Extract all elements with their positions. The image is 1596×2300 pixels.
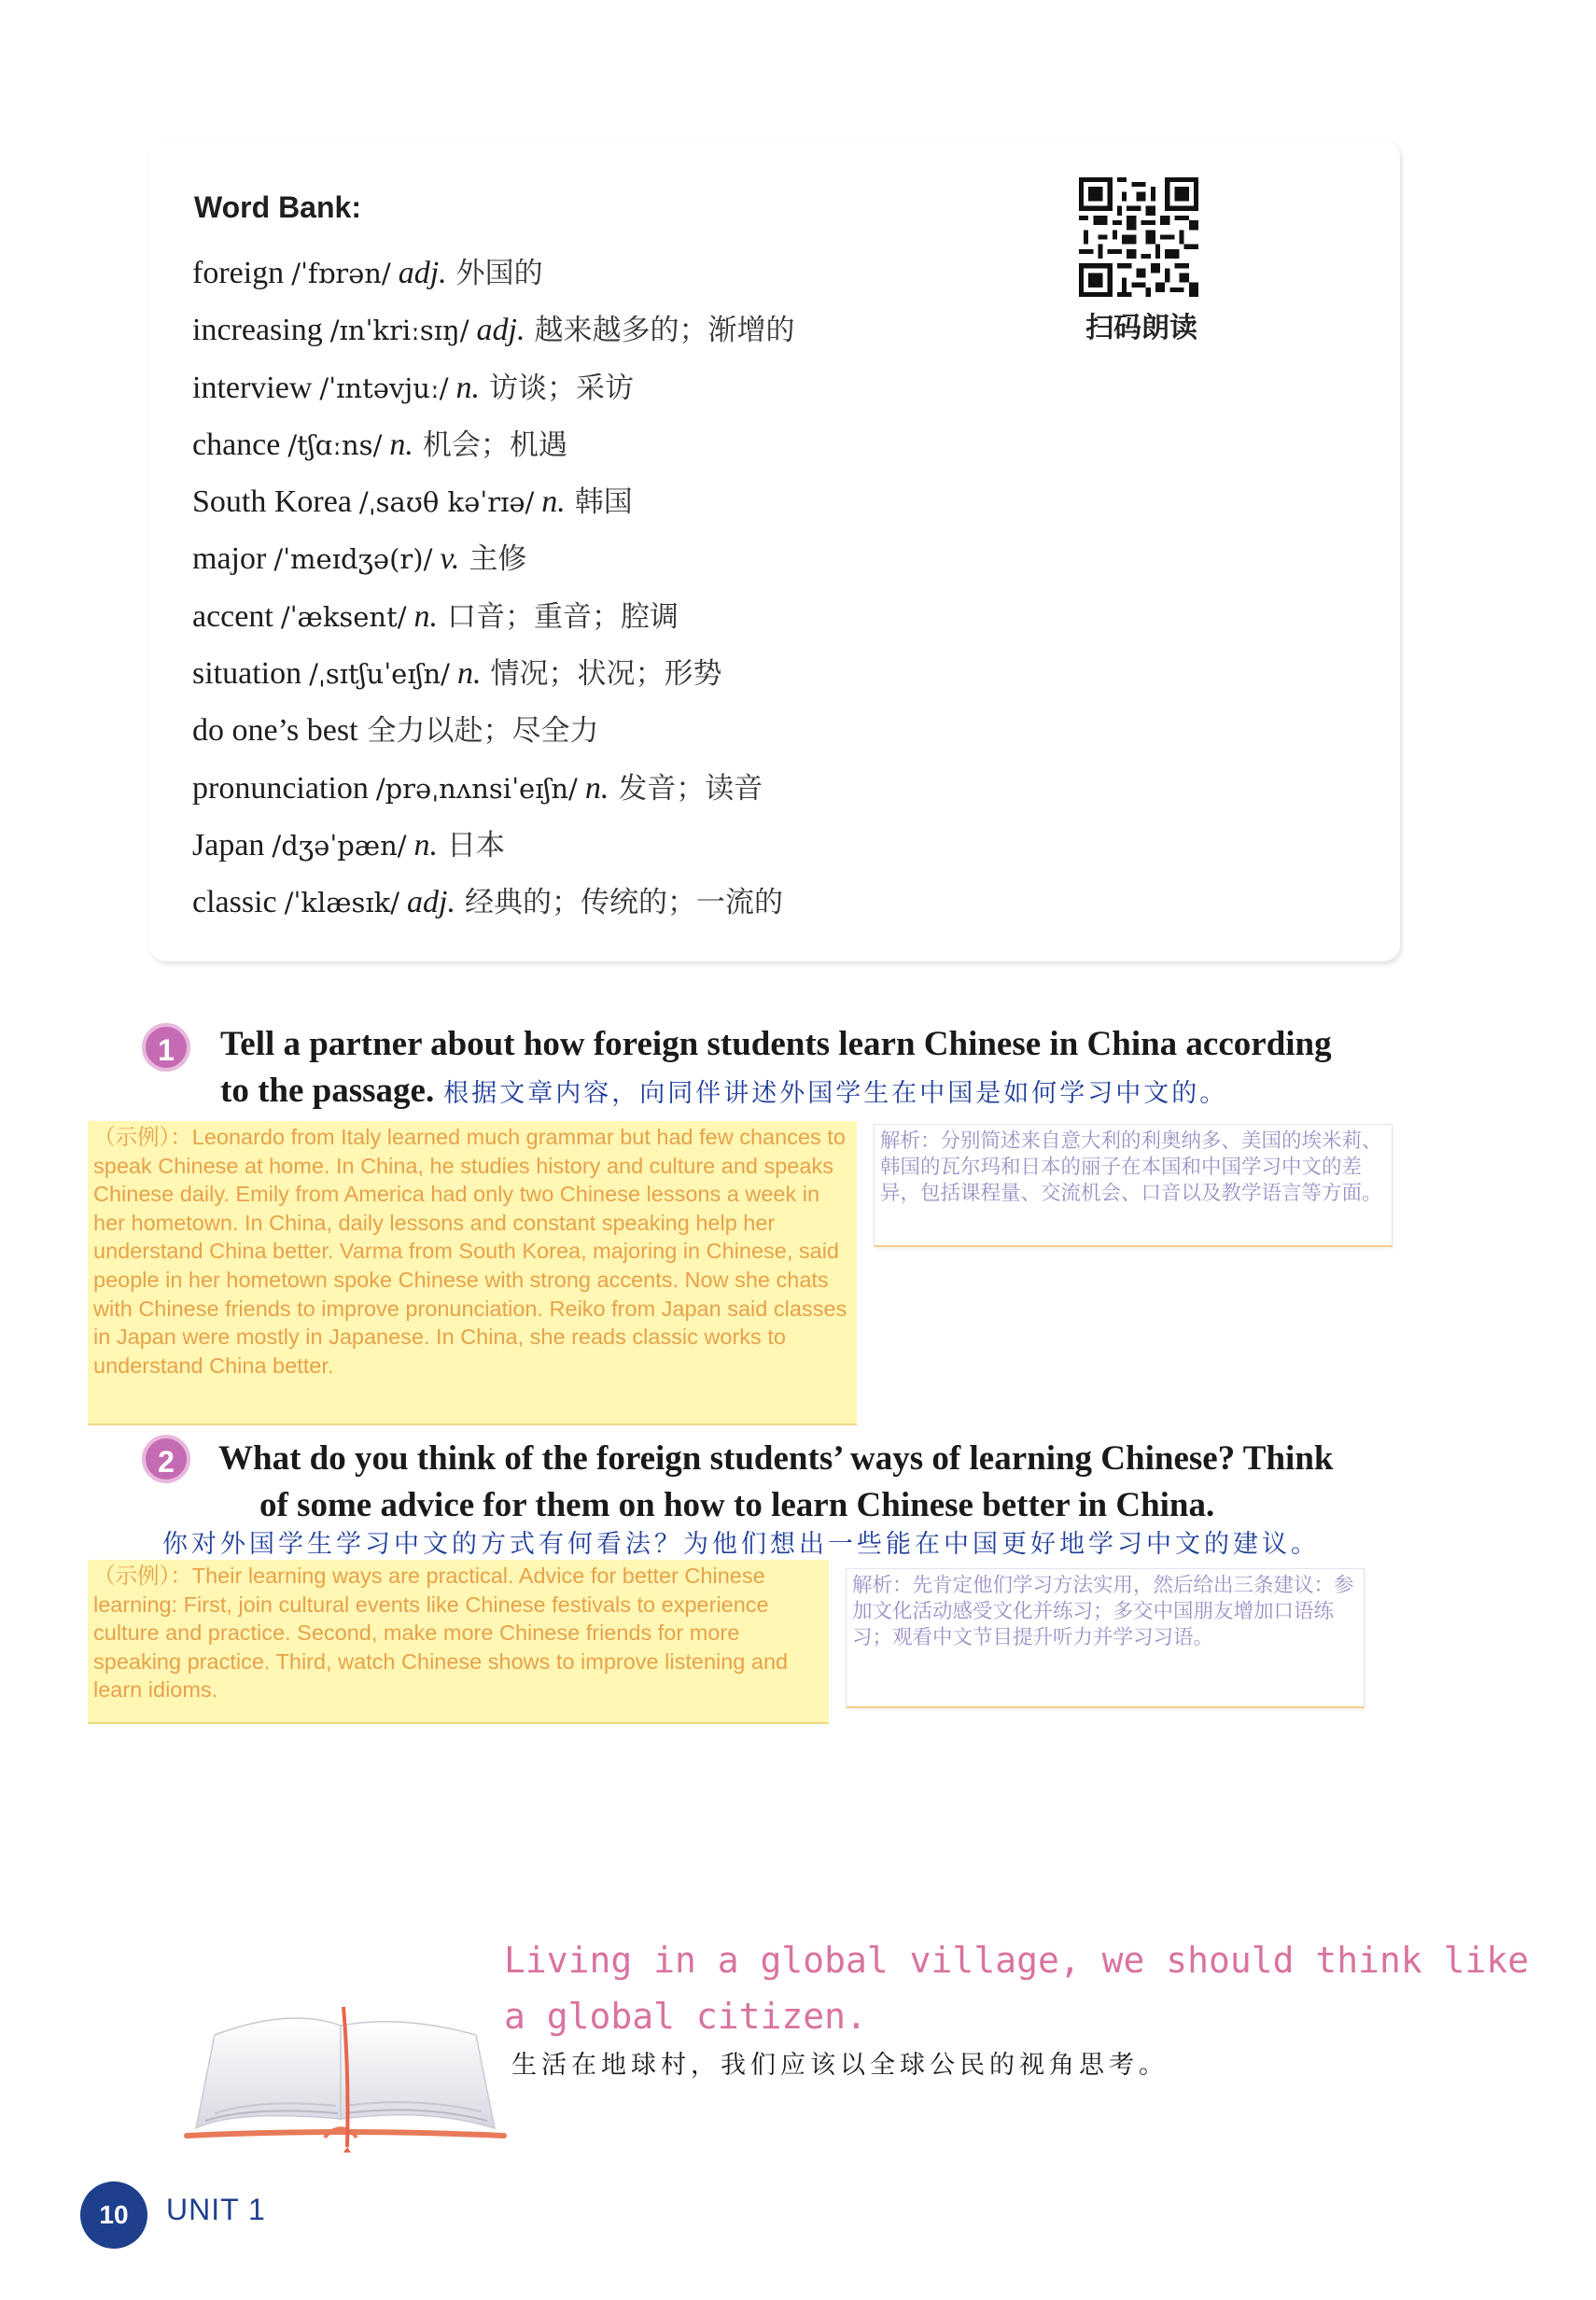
phonetic: /tʃɑːns/ [287, 428, 383, 461]
meaning: 机会；机遇 [422, 428, 567, 462]
quote [504, 1932, 1529, 2044]
word: South Korea [192, 484, 352, 520]
word-entry [192, 645, 794, 702]
meaning: 经典的；传统的；一流的 [464, 886, 783, 920]
part-of-speech: v. [440, 541, 460, 577]
unit-label: UNIT 1 [166, 2193, 266, 2226]
part-of-speech: n. [584, 770, 609, 806]
question-2-sample-answer: （示例）：Their learning ways are practical. Advice for better Chinese learning: First, join cultural events like Chinese festivals to experience culture and practice. Second, make more Chinese friends for more speaking practice. Third, watch Chinese shows to improve listening and learn idioms. [88, 1560, 829, 1724]
qr-label: 扫码朗读 [1085, 312, 1197, 344]
quote-chinese: 生活在地球村，我们应该以全球公民的视角思考。 [511, 2051, 1169, 2080]
part-of-speech: adj. [398, 256, 447, 290]
word-bank-title: Word Bank: [194, 190, 361, 224]
question-1-text [220, 1021, 1415, 1117]
word: accent [192, 598, 273, 634]
word: chance [192, 427, 281, 462]
word-entry [192, 702, 794, 759]
phonetic: /ˈklæsɪk/ [284, 887, 399, 919]
phonetic: /ˈmeɪdʒə(r)/ [273, 543, 433, 576]
question-1-line2-wrap [220, 1068, 1415, 1117]
meaning: 情况；状况；形势 [490, 657, 722, 692]
word-bank-list [192, 245, 794, 932]
question-1-chinese: 根据文章内容，向同伴讲述外国学生在中国是如何学习中文的。 [443, 1079, 1228, 1108]
phonetic: /ˈfɒrən/ [291, 258, 391, 289]
question-1-line1: Tell a partner about how foreign students learn Chinese in China according [220, 1025, 1332, 1063]
meaning: 访谈；采访 [489, 371, 635, 405]
phonetic: /ˌsɪtʃuˈeɪʃn/ [309, 658, 450, 691]
question-1-line2: to the passage. [220, 1072, 435, 1110]
meaning: 越来越多的；渐增的 [534, 314, 795, 348]
word-entry [192, 588, 794, 645]
part-of-speech: adj. [407, 885, 455, 920]
qr-code-icon[interactable] [1079, 177, 1198, 297]
meaning: 主修 [469, 542, 527, 577]
word: situation [192, 656, 302, 692]
question-2-analysis-note: 解析：先肯定他们学习方法实用，然后给出三条建议：参加文化活动感受文化并练习；多交中国朋友增加口语练习；观看中文节目提升听力并学习习语。 [846, 1568, 1365, 1708]
phonetic: /ˌsaʊθ kəˈrɪə/ [358, 486, 535, 519]
word-entry [192, 245, 794, 302]
word-entry [192, 760, 794, 817]
meaning: 发音；读音 [618, 771, 763, 806]
word: classic [192, 885, 277, 920]
question-2-line2: of some advice for them on how to learn Chinese better in China. [259, 1486, 1215, 1524]
meaning: 日本 [447, 828, 506, 862]
word-entry [192, 530, 794, 587]
question-2-line1: What do you think of the foreign students’ ways of learning Chinese? Think [218, 1439, 1334, 1478]
part-of-speech: n. [455, 370, 481, 405]
meaning: 韩国 [574, 485, 633, 520]
quote-line2: a global citizen. [504, 1996, 867, 2037]
meaning: 外国的 [455, 257, 543, 290]
part-of-speech: n. [413, 598, 439, 634]
word-entry [192, 359, 794, 416]
question-1-badge: 1 [142, 1023, 190, 1072]
part-of-speech: n. [456, 656, 482, 692]
word-entry [192, 302, 794, 358]
question-2-badge: 2 [142, 1435, 190, 1483]
question-2-chinese: 你对外国学生学习中文的方式有何看法？为他们想出一些能在中国更好地学习中文的建议。 [162, 1530, 1320, 1559]
question-1-analysis-note: 解析：分别简述来自意大利的利奥纳多、美国的埃米莉、韩国的瓦尔玛和日本的丽子在本国和中国学习中文的差异，包括课程量、交流机会、口音以及教学语言等方面。 [874, 1124, 1393, 1247]
question-1-sample-answer: （示例）：Leonardo from Italy learned much grammar but had few chances to speak Chinese at home. In China, he studies history and culture and speaks Chinese daily. Emily from America had only two Chinese lessons a week in her hometown. In China, daily lessons and constant speaking help her understand China better. Varma from South Korea, majoring in Chinese, said people in her hometown spoke Chinese with strong accents. Now she chats with Chinese friends to improve pronunciation. Reiko from Japan said classes in Japan were mostly in Japanese. In China, she reads classic works to understand China better. [88, 1121, 857, 1425]
phonetic: /ˈæksent/ [280, 600, 407, 633]
part-of-speech: n. [413, 827, 439, 862]
quote-line1: Living in a global village, we should think like [504, 1940, 1530, 1981]
phonetic: /ɪnˈkriːsɪŋ/ [329, 315, 469, 347]
word: do one’s best [192, 713, 358, 749]
word-entry [192, 473, 794, 530]
phonetic: /prəˌnʌnsiˈeɪʃn/ [375, 772, 578, 805]
part-of-speech: adj. [476, 313, 525, 348]
word: increasing [192, 313, 323, 348]
meaning: 口音；重音；腔调 [447, 599, 679, 634]
word-entry [192, 874, 794, 931]
word: foreign [192, 256, 285, 290]
phonetic: /ˈɪntəvjuː/ [319, 372, 449, 404]
question-2-text [218, 1436, 1413, 1529]
part-of-speech: n. [389, 427, 413, 462]
part-of-speech: n. [541, 484, 566, 520]
word: interview [192, 370, 313, 405]
phonetic: /dʒəˈpæn/ [272, 829, 407, 862]
word: Japan [192, 827, 265, 862]
open-book-icon [177, 1988, 513, 2156]
word: major [192, 541, 267, 577]
page-number: 10 [80, 2181, 147, 2249]
word-entry [192, 817, 794, 874]
word-entry [192, 416, 794, 473]
meaning: 全力以赴；尽全力 [367, 714, 599, 749]
word: pronunciation [192, 770, 369, 806]
